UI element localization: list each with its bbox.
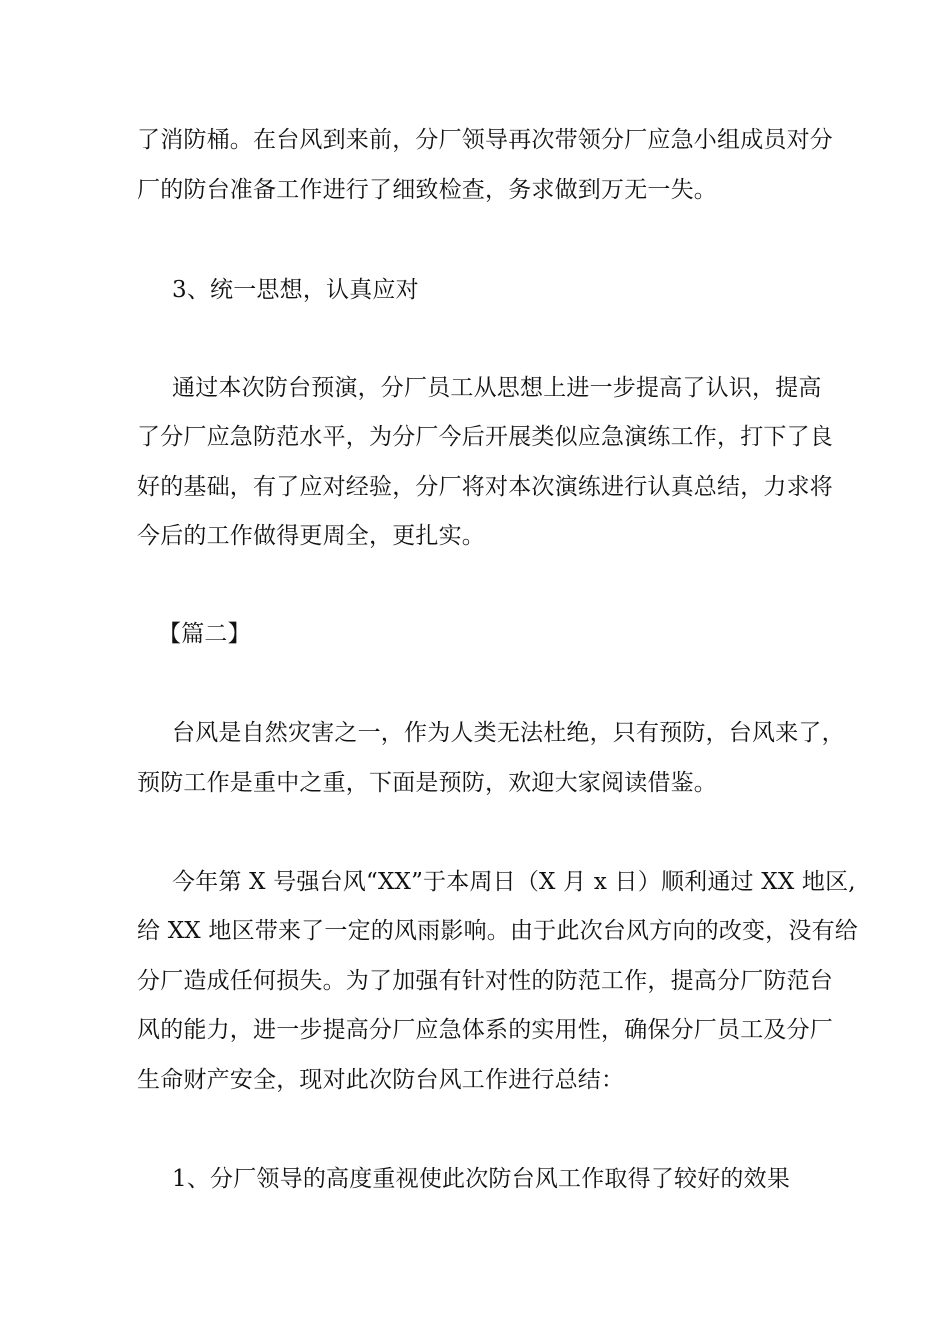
paragraph-3-line-2: 预防工作是重中之重，下面是预防，欢迎大家阅读借鉴。 bbox=[137, 770, 717, 796]
heading-1: 1、分厂领导的高度重视使此次防台风工作取得了较好的效果 bbox=[172, 1166, 791, 1192]
paragraph-2-line-2: 了分厂应急防范水平，为分厂今后开展类似应急演练工作，打下了良 bbox=[137, 424, 833, 450]
paragraph-3-line-1: 台风是自然灾害之一，作为人类无法杜绝，只有预防，台风来了， bbox=[172, 720, 845, 746]
paragraph-4-line-2: 给 XX 地区带来了一定的风雨影响。由于此次台风方向的改变，没有给 bbox=[137, 918, 858, 944]
paragraph-2-line-3: 好的基础，有了应对经验，分厂将对本次演练进行认真总结，力求将 bbox=[137, 474, 833, 500]
paragraph-4-line-1: 今年第 X 号强台风“XX”于本周日（X 月 x 日）顺利通过 XX 地区, bbox=[172, 869, 856, 895]
paragraph-4-line-3: 分厂造成任何损失。为了加强有针对性的防范工作，提高分厂防范台 bbox=[137, 968, 833, 994]
paragraph-4-line-4: 风的能力，进一步提高分厂应急体系的实用性，确保分厂员工及分厂 bbox=[137, 1017, 833, 1043]
paragraph-2-line-1: 通过本次防台预演，分厂员工从思想上进一步提高了认识，提高 bbox=[172, 375, 822, 401]
paragraph-4-line-5: 生命财产安全，现对此次防台风工作进行总结： bbox=[137, 1067, 625, 1093]
paragraph-1-line-2: 厂的防台准备工作进行了细致检查，务求做到万无一失。 bbox=[137, 177, 717, 203]
section-title: 【篇二】 bbox=[158, 621, 251, 647]
heading-3: 3、统一思想，认真应对 bbox=[172, 277, 419, 303]
paragraph-1-line-1: 了消防桶。在台风到来前，分厂领导再次带领分厂应急小组成员对分 bbox=[137, 127, 833, 153]
paragraph-2-line-4: 今后的工作做得更周全，更扎实。 bbox=[137, 523, 485, 549]
